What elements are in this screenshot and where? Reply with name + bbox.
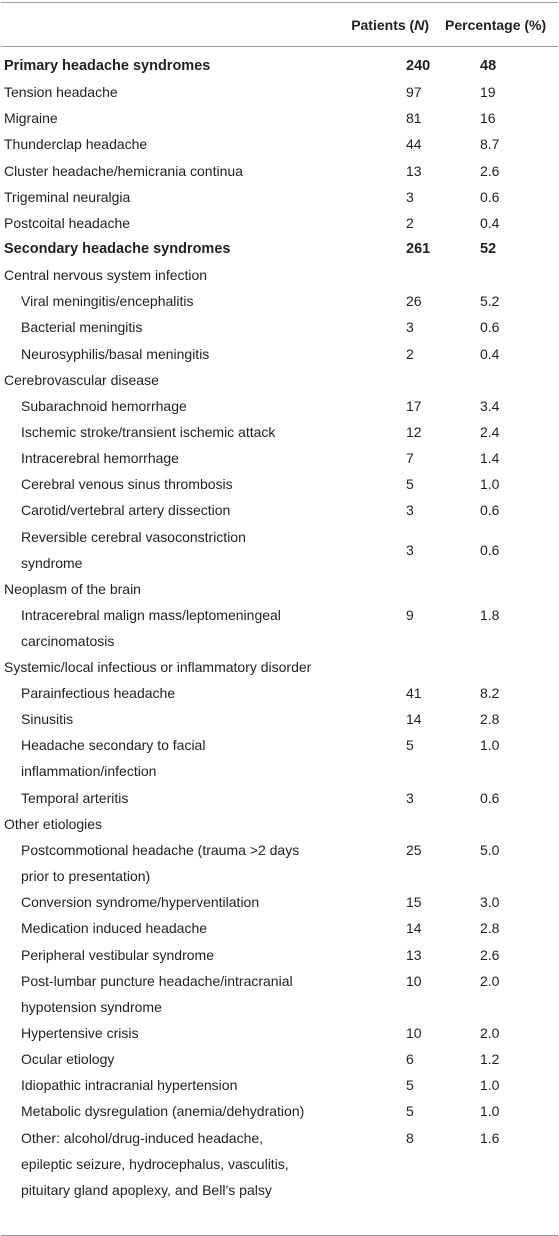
row-label: Carotid/vertebral artery dissection	[21, 502, 231, 519]
row-patients: 14	[406, 711, 422, 728]
table-row	[0, 445, 559, 471]
table-row	[0, 288, 559, 314]
row-percentage: 0.6	[480, 319, 500, 336]
row-label: Postcoital headache	[4, 214, 131, 231]
table-row	[0, 471, 559, 497]
table-row	[0, 1125, 559, 1229]
row-label: Migraine	[4, 110, 58, 127]
row-patients: 26	[406, 293, 422, 310]
row-percentage: 2.0	[480, 1025, 500, 1042]
table-row-category	[0, 79, 559, 105]
row-label: Viral meningitis/encephalitis	[21, 293, 194, 310]
row-label: Idiopathic intracranial hypertension	[21, 1077, 238, 1094]
table-row	[0, 419, 559, 445]
row-percentage: 1.0	[480, 476, 500, 493]
row-patients: 240	[406, 58, 431, 75]
row-percentage: 48	[480, 58, 497, 75]
table-row	[0, 497, 559, 523]
row-label: Hypertensive crisis	[21, 1025, 139, 1042]
row-patients: 81	[406, 110, 422, 127]
row-percentage: 0.6	[480, 789, 500, 806]
row-patients: 13	[406, 162, 422, 179]
table-row	[0, 341, 559, 367]
row-label: Cluster headache/hemicrania continua	[4, 162, 243, 179]
table-row	[0, 889, 559, 915]
row-label: Intracerebral hemorrhage	[21, 450, 179, 467]
row-patients: 10	[406, 1025, 422, 1042]
row-patients: 3	[406, 319, 414, 336]
table-row-category	[0, 158, 559, 184]
header-patients	[310, 3, 437, 47]
row-label: Reversible cerebral vasoconstriction syndrome	[21, 528, 246, 571]
table-row	[0, 314, 559, 340]
table-row-category	[0, 654, 559, 680]
row-label: Intracerebral malign mass/leptomeningeal carcinomatosis	[21, 606, 281, 649]
row-patients: 9	[406, 606, 414, 623]
row-percentage: 19	[480, 84, 496, 101]
table-row	[0, 732, 559, 784]
row-label: Thunderclap headache	[4, 136, 148, 153]
row-percentage: 0.6	[480, 541, 500, 558]
table-row	[0, 680, 559, 706]
row-percentage: 2.6	[480, 162, 500, 179]
row-label: Neurosyphilis/basal meningitis	[21, 345, 210, 362]
row-percentage: 1.4	[480, 450, 500, 467]
row-percentage: 16	[480, 110, 496, 127]
row-percentage	[437, 367, 559, 393]
row-patients: 17	[406, 397, 422, 414]
row-percentage: 1.2	[480, 1051, 500, 1068]
row-percentage: 0.6	[480, 188, 500, 205]
row-label: Ocular etiology	[21, 1051, 115, 1068]
row-patients: 5	[406, 1077, 414, 1094]
row-label: Headache secondary to facial inflammation/infection	[21, 737, 206, 780]
table-row	[0, 1020, 559, 1046]
row-label: Trigeminal neuralgia	[4, 188, 131, 205]
row-percentage: 1.8	[480, 606, 500, 623]
headache-etiology-table	[0, 3, 559, 1235]
row-patients: 10	[406, 972, 422, 989]
row-patients	[310, 811, 437, 837]
row-patients: 8	[406, 1129, 414, 1146]
table-row	[0, 915, 559, 941]
table-row-category	[0, 262, 559, 288]
row-patients: 97	[406, 84, 422, 101]
row-label: Conversion syndrome/hyperventilation	[21, 894, 260, 911]
row-patients: 6	[406, 1051, 414, 1068]
row-percentage: 5.2	[480, 293, 500, 310]
table-row	[0, 706, 559, 732]
row-percentage: 52	[480, 241, 497, 258]
table-row-category	[0, 184, 559, 210]
table-row	[0, 1072, 559, 1098]
row-label: Secondary headache syndromes	[4, 241, 231, 258]
row-patients: 3	[406, 502, 414, 519]
row-patients: 3	[406, 541, 414, 558]
table-row	[0, 785, 559, 811]
row-percentage: 3.0	[480, 894, 500, 911]
row-percentage: 2.8	[480, 711, 500, 728]
bottom-rule	[1, 1235, 558, 1236]
header-patients-text: Patients (	[351, 17, 415, 33]
row-label: Parainfectious headache	[21, 685, 176, 702]
header-patients-n: N	[414, 17, 425, 33]
table-row-category	[0, 576, 559, 602]
row-label: Cerebrovascular disease	[4, 371, 159, 388]
row-percentage	[437, 811, 559, 837]
row-percentage: 3.4	[480, 397, 500, 414]
row-patients: 5	[406, 1103, 414, 1120]
row-percentage: 1.0	[480, 737, 500, 754]
row-label: Primary headache syndromes	[4, 58, 211, 75]
table-row	[0, 942, 559, 968]
row-label: Temporal arteritis	[21, 789, 129, 806]
row-patients: 13	[406, 946, 422, 963]
row-patients: 5	[406, 737, 414, 754]
row-percentage: 1.0	[480, 1077, 500, 1094]
row-percentage: 1.0	[480, 1103, 500, 1120]
row-label: Postcommotional headache (trauma >2 days prior to presentation)	[21, 841, 300, 884]
table-row-category	[0, 811, 559, 837]
table-body	[0, 47, 559, 1235]
row-patients: 44	[406, 136, 422, 153]
row-label: Sinusitis	[21, 711, 74, 728]
row-percentage: 0.4	[480, 345, 500, 362]
table-row-category	[0, 131, 559, 157]
header-patients-close: )	[424, 17, 429, 33]
header-row	[0, 3, 559, 47]
table-row	[0, 1098, 559, 1124]
row-percentage	[437, 576, 559, 602]
row-patients: 3	[406, 789, 414, 806]
row-label: Bacterial meningitis	[21, 319, 143, 336]
row-percentage: 2.6	[480, 946, 500, 963]
row-label: Systemic/local infectious or inflammatory disorder	[4, 659, 312, 676]
row-patients: 3	[406, 188, 414, 205]
row-percentage: 8.2	[480, 685, 500, 702]
row-percentage: 8.7	[480, 136, 500, 153]
row-percentage: 2.8	[480, 920, 500, 937]
header-percentage: Percentage (%)	[445, 17, 547, 33]
row-label: Subarachnoid hemorrhage	[21, 397, 187, 414]
row-patients: 7	[406, 450, 414, 467]
header-rule	[1, 46, 558, 47]
table-row-category	[0, 367, 559, 393]
row-patients: 41	[406, 685, 422, 702]
row-patients: 12	[406, 424, 422, 441]
row-percentage	[437, 262, 559, 288]
table-row-section	[0, 236, 559, 262]
row-percentage	[437, 654, 559, 680]
row-patients	[310, 367, 437, 393]
table-row	[0, 524, 559, 576]
table-row	[0, 837, 559, 889]
row-label: Ischemic stroke/transient ischemic attack	[21, 424, 276, 441]
row-label: Neoplasm of the brain	[4, 580, 141, 597]
row-label: Cerebral venous sinus thrombosis	[21, 476, 233, 493]
row-label: Peripheral vestibular syndrome	[21, 946, 214, 963]
table-row	[0, 602, 559, 654]
row-patients	[310, 654, 437, 680]
row-patients: 15	[406, 894, 422, 911]
row-label: Medication induced headache	[21, 920, 208, 937]
row-percentage: 0.4	[480, 214, 500, 231]
row-percentage: 2.4	[480, 424, 500, 441]
row-label: Tension headache	[4, 84, 118, 101]
row-percentage: 2.0	[480, 972, 500, 989]
table-header	[0, 3, 559, 47]
row-patients: 2	[406, 345, 414, 362]
row-patients: 14	[406, 920, 422, 937]
row-percentage: 5.0	[480, 841, 500, 858]
table-row	[0, 393, 559, 419]
row-label: Other: alcohol/drug-induced headache, epileptic seizure, hydrocephalus, vasculitis, pituitary gland apoplexy, and Bell’s palsy	[21, 1129, 289, 1198]
table-row-category	[0, 105, 559, 131]
header-label	[0, 3, 310, 47]
row-percentage: 0.6	[480, 502, 500, 519]
table-row	[0, 968, 559, 1020]
row-patients: 2	[406, 214, 414, 231]
table-row-section	[0, 53, 559, 79]
row-label: Central nervous system infection	[4, 267, 208, 284]
row-patients: 25	[406, 841, 422, 858]
row-label: Other etiologies	[4, 815, 103, 832]
table-row-category	[0, 210, 559, 236]
row-percentage: 1.6	[480, 1129, 500, 1146]
row-label: Post-lumbar puncture headache/intracranial hypotension syndrome	[21, 972, 293, 1015]
table-row	[0, 1046, 559, 1072]
row-patients	[310, 576, 437, 602]
row-label: Metabolic dysregulation (anemia/dehydration)	[21, 1103, 305, 1120]
row-patients: 261	[406, 241, 431, 258]
row-patients	[310, 262, 437, 288]
row-patients: 5	[406, 476, 414, 493]
